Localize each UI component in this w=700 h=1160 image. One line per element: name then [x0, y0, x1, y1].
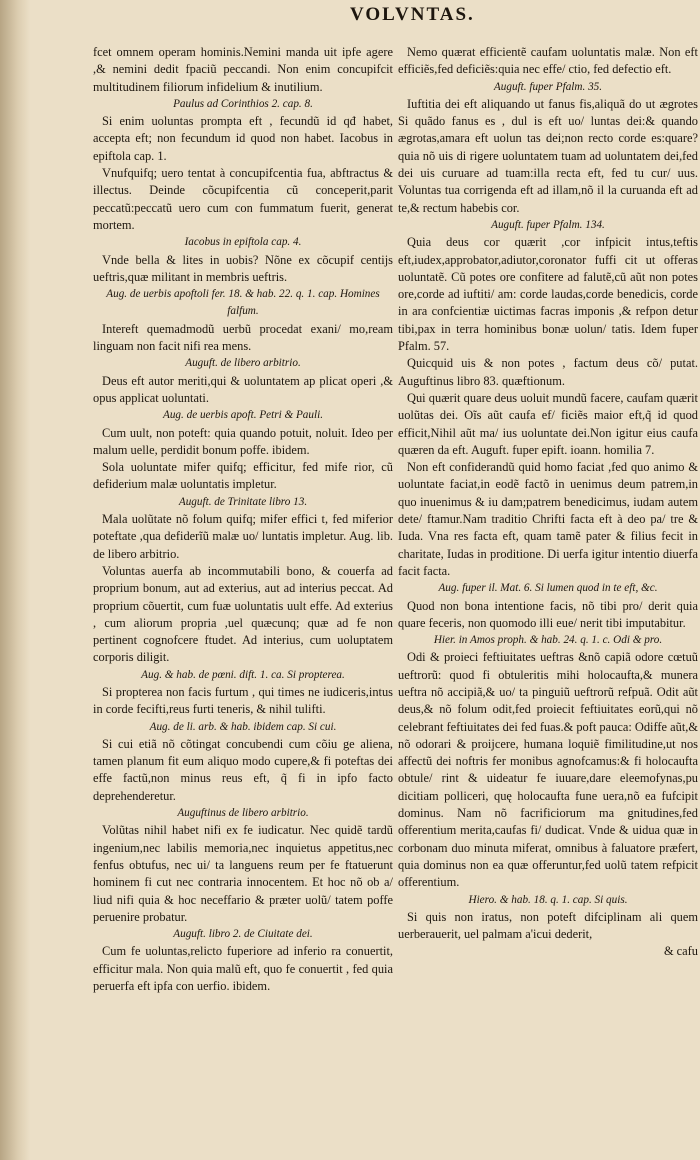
- paragraph: Si quis non iratus, non poteft difciplinam ali quem uerberauerit, uel palmam a'icui dederit,: [398, 909, 698, 942]
- citation: Aug. fuper il. Mat. 6. Si lumen quod in te eft, &c.: [438, 582, 658, 595]
- paragraph: Volũtas nihil habet nifi ex fe iudicatur. Nec quidẽ tardũ ingenium,nec labilis memoria,nec inquietus appetitus,nec fenfus obtufus, nec ui/ ta languens reum per fe ftatuerunt hominem fi cut nec contraria innocentem. Et hoc nõ ob a/ liud nifi quia & hoc neceffario & præter uolũ/ tatem poffe peruenire probatur.: [93, 823, 393, 924]
- citation: Aug. de uerbis apoft. Petri & Pauli.: [162, 409, 324, 422]
- paragraph: Quicquid uis & non potes , factum deus cõ/ putat. Auguftinus libro 83. quæftionum.: [398, 356, 698, 388]
- paragraph: Mala uolũtate nõ folum quifq; mifer effici t, fed miferior poteftate ,qua defiderĩũ malæ uo/ luntatis impletur. Aug. lib. de libero arbitrio.: [93, 512, 393, 561]
- paragraph: Voluntas auerfa ab incommutabili bono, & couerfa ad proprium bonum, aut ad exterius, aut ad interius peccat. Ad proprium cõuertit, cum fuæ uoluntatis uult effe. Ad exterius , cum aliorum propria ,uel quæcunq; quæ ad fe non pertinent cognofcere ftudet. Ad interius, cum uoluptatem corporis diligit.: [93, 563, 393, 665]
- citation: Auguft. fuper Pfalm. 35.: [493, 80, 603, 93]
- paragraph: Quod non bona intentione facis, nõ tibi pro/ derit quia quare feceris, non quomodo illi eue/ nerit tibi imputabitur.: [398, 598, 698, 630]
- paragraph: Odi & proieci feftiuitates ueftras &nõ capiã odore cœtuũ ueftrorũ: quod fi obtuleritis mihi holocaufta,& munera ueftra nõ accipiã,& uo/ ta pinguiũ ueftrorũ refpuã. Odit aũt deus,& nõ folum odit,fed proiecit feftiuitates eorũ,qui nõ celebrant feftiuitates dei fed fuas.& poft pauca: Odiffe aũt,& nõ odorari & proijcere, humana loquiẽ fimilitudine,ut nos affectũ dei noftris fer monibus agnofcamus:& fi holocaufta obtule/ rint & uideatur fe iuuare,dare eleemofynas,pu dicitiam polliceri, quę holocaufta fune uera,nõ ea fufcipit dominus. Nam nõ facrificiorum ma gnitudines,fed offerentium merita,caufas fi/ dudicat. Vnde & uidua quæ in corbonam duo minuta miferat, omnibus à faluatore præfert, quia dominus non ea quæ offeruntur,fed uolũ tatem refpicit offerentium.: [398, 650, 698, 890]
- left-text-column: [93, 44, 393, 995]
- citation: Hiero. & hab. 18. q. 1. cap. Si quis.: [468, 893, 628, 906]
- paragraph: Nemo quærat efficientẽ caufam uoluntatis malæ. Non eft efficiẽs,fed deficiẽs:quia nec effe/ ctio, fed defectio eft.: [398, 45, 698, 77]
- citation: Hier. in Amos proph. & hab. 24. q. 1. c. Odi & pro.: [433, 634, 663, 647]
- citation: Auguft. fuper Pfalm. 134.: [491, 218, 605, 231]
- paragraph: Sola uoluntate mifer quifq; efficitur, fed mife rior, cũ defiderium malæ uoluntatis impletur.: [93, 460, 393, 492]
- paragraph: Deus eft autor meriti,qui & uoluntatem ap plicat operi ,& opus applicat uoluntati.: [93, 373, 393, 405]
- paragraph: Intereft quemadmodũ uerbũ procedat exani/ mo,ream linguam non facit nifi rea mens.: [93, 321, 393, 354]
- citation: Paulus ad Corinthios 2. cap. 8.: [173, 97, 313, 110]
- right-text-column: [398, 44, 698, 961]
- paragraph: Cum uult, non poteft: quia quando potuit, noluit. Ideo per malum uelle, perdidit bonum poffe. ibidem.: [93, 425, 393, 457]
- citation: Aug. de uerbis apoftoli fer. 18. & hab. 22. q. 1. cap. Homines falfum.: [106, 288, 380, 318]
- paragraph: Si cui etiã nõ cõtingat concubendi cum cõiu ge aliena, tamen planum fit eum aliquo modo cupere,& fi poteftas dei effe factũ,non minus reus eft, q̃ fi in ipfo facto deprehenderetur.: [93, 736, 393, 803]
- citation: Auguft. de Trinitate libro 13.: [178, 495, 308, 508]
- running-head: VOLVNTAS.: [350, 4, 475, 25]
- paragraph: Qui quærit quare deus uoluit mundũ facere, caufam quærit uolũtas dei. Oĩs aũt caufa ef/ ficiẽs maior eft,q̃ id quod efficit,Nihil aũt ma/ ius uoluntate dei.Non igitur eius caufa quæren da eft. Auguft. fuper epift. ioann. homilia 7.: [398, 390, 698, 457]
- paragraph: Non eft confiderandũ quid homo faciat ,fed quo animo & uoluntate faciat,in eodẽ factõ in uenimus deum patrem,in quo inuenimus & iu dam;patrem benedicimus, iudam autem dete/ ftamur.Nam traditio Chrifti facta eft à deo pa/ tre & Iuda. Vna res facta eft, quam tamẽ pater & filius fecit in charitate, Iudas in proditione. Di uerfa igitur intentio diuerfa facit facta.: [398, 460, 698, 578]
- citation: Auguft. de libero arbitrio.: [185, 357, 301, 370]
- paragraph: Quia deus cor quærit ,cor infpicit intus,teftis eft,iudex,approbator,adiutor,coronator fuffi cit ut offeras uoluntatẽ. Cũ potes ore confitere ad falutẽ,cũ aũt non potes ore,corde ad iuftiti/ am: corde laudas,corde benedicis, corde in ara confcientiæ uictimas facras imponis ,& refpon detur tibi,pax in terra hominibus bonæ uolun/ tatis. Idem fuper Pfalm. 57.: [398, 235, 698, 354]
- catchword: & cafu: [663, 944, 698, 959]
- citation: Auguftinus de libero arbitrio.: [177, 807, 309, 820]
- citation: Iacobus in epiftola cap. 4.: [184, 236, 302, 249]
- paragraph: Si enim uoluntas prompta eft , fecundũ id qđ habet, accepta eft; non fecundum id quod non habet. Iacobus in epiftola cap. 1.: [93, 114, 393, 163]
- citation: Auguft. libro 2. de Ciuitate dei.: [173, 928, 313, 941]
- paragraph: Iuftitia dei eft aliquando ut fanus fis,aliquã do ut ægrotes Si quãdo fanus es , dul is eft uo/ luntas dei:& quando ægrotas,amara eft uolun tas dei;non recto corde es:quare? quia nõ uis di rigere uoluntatem tuam ad uoluntatem dei,fed dei uis curuare ad tuam:illa recta eft, fed tu cur/ uus. Voluntas tua corrigenda eft ad illam,nõ il la curuanda eft ad te,& rectum habebis cor.: [398, 96, 698, 215]
- paragraph: fcet omnem operam hominis.Nemini manda uit ipfe agere ,& nemini dedit fpaciũ peccandi. Non enim concupifcit multitudinem filiorum infidelium & inutilium.: [93, 45, 393, 94]
- citation: Aug. & hab. de pœni. dift. 1. ca. Si propterea.: [141, 668, 345, 681]
- paragraph: Si propterea non facis furtum , qui times ne iudiceris,intus in corde fecifti,reus furti teneris, & nihil tulifti.: [93, 684, 393, 717]
- citation: Aug. de li. arb. & hab. ibidem cap. Si cui.: [149, 720, 337, 733]
- paragraph: Vnufquifq; uero tentat à concupifcentia fua, abftractus & illectus. Deinde cõcupifcentia cũ conceperit,parit peccatũ:peccatũ uero cum con fummatum fuerit, generat mortem.: [93, 166, 393, 232]
- paragraph: Vnde bella & lites in uobis? Nõne ex cõcupif centijs ueftris,quæ militant in membris ueftris.: [93, 252, 393, 284]
- paragraph: Cum fe uoluntas,relicto fuperiore ad inferio ra conuertit, efficitur mala. Non quia malũ eft, quo fe conuertit , fed quia peruerfa eft ipfa con uerfio. ibidem.: [93, 944, 393, 994]
